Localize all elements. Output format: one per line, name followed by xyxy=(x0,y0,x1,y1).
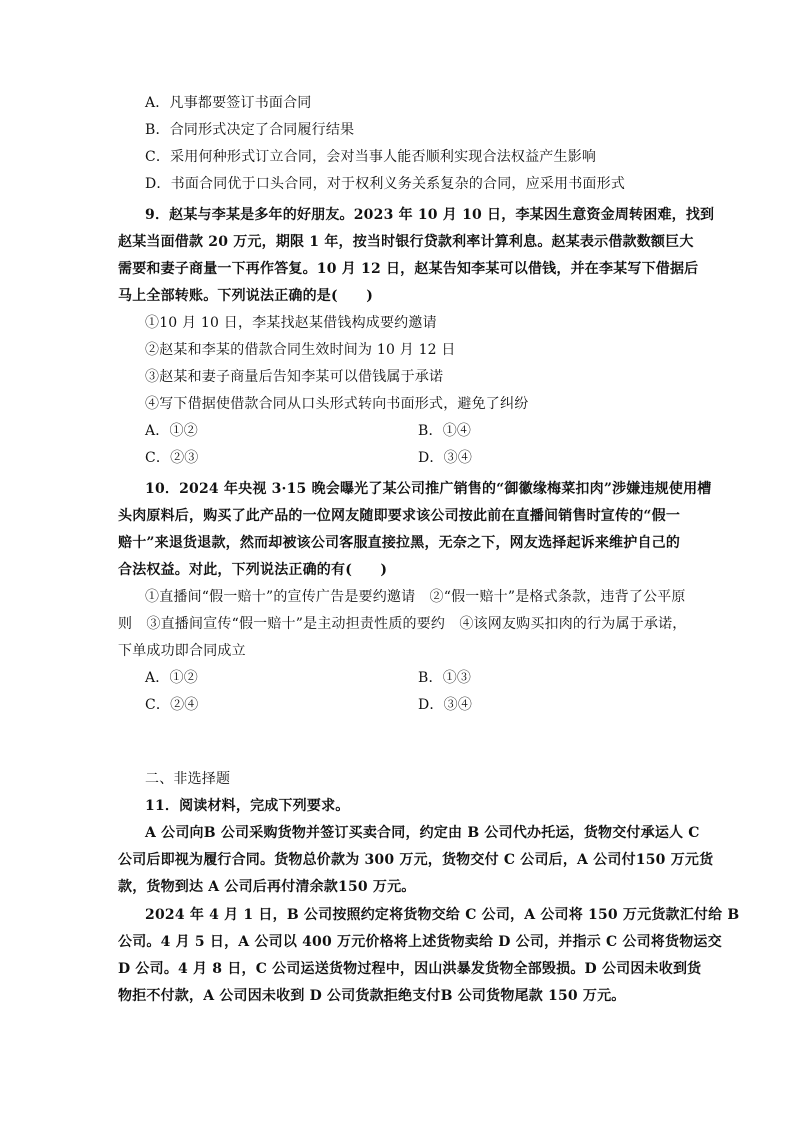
q10-stem-line-1: 10．2024 年央视 3·15 晚会曝光了某公司推广销售的“御徽缘梅菜扣肉”涉嫌违规使用槽 xyxy=(145,481,712,497)
q8-option-d: D．书面合同优于口头合同，对于权利义务关系复杂的合同，应采用书面形式 xyxy=(145,176,626,192)
q10-stem-line-3: 赔十”来退货退款，然而却被该公司客服直接拉黑，无奈之下，网友选择起诉来维护自己的 xyxy=(118,535,681,551)
q9-option-a: A．①② xyxy=(145,423,198,439)
q11-para2-line-3: D 公司。4 月 8 日，C 公司运送货物过程中，因山洪暴发货物全部毁损。D 公司因未收到货 xyxy=(118,961,702,977)
q8-option-a: A．凡事都要签订书面合同 xyxy=(145,95,312,111)
q9-statement-4: ④写下借据使借款合同从口头形式转向书面形式，避免了纠纷 xyxy=(145,396,529,412)
q10-option-a: A．①② xyxy=(145,670,198,686)
q9-option-c: C．②③ xyxy=(145,450,199,466)
q8-option-c: C．采用何种形式订立合同，会对当事人能否顺利实现合法权益产生影响 xyxy=(145,149,597,165)
q11-para2-line-1: 2024 年 4 月 1 日，B 公司按照约定将货物交给 C 公司，A 公司将 150 万元货款汇付给 B xyxy=(145,907,740,923)
q11-para2-line-4: 物拒不付款，A 公司因未收到 D 公司货款拒绝支付B 公司货物尾款 150 万元。 xyxy=(118,988,626,1004)
q11-para1-line-3: 款，货物到达 A 公司后再付清余款150 万元。 xyxy=(118,879,416,895)
q10-option-d: D．③④ xyxy=(418,697,473,713)
q10-option-c: C．②④ xyxy=(145,697,199,713)
q9-stem-line-1: 9．赵某与李某是多年的好朋友。2023 年 10 月 10 日，李某因生意资金周转困难，找到 xyxy=(145,207,715,223)
section-title: 二、非选择题 xyxy=(145,771,231,787)
q9-option-d: D．③④ xyxy=(418,450,473,466)
q8-option-b: B．合同形式决定了合同履行结果 xyxy=(145,122,355,138)
q9-stem-line-3: 需要和妻子商量一下再作答复。10 月 12 日，赵某告知李某可以借钱，并在李某写下借据后 xyxy=(118,261,699,277)
q11-para2-line-2: 公司。4 月 5 日，A 公司以 400 万元价格将上述货物卖给 D 公司，并指示 C 公司将货物运交 xyxy=(118,934,722,950)
q10-statement-line-1: ①直播间“假一赔十”的宣传广告是要约邀请 ②“假一赔十”是格式条款，违背了公平原 xyxy=(145,589,686,605)
q10-stem-line-2: 头肉原料后，购买了此产品的一位网友随即要求该公司按此前在直播间销售时宣传的“假一 xyxy=(118,508,681,524)
q10-stem-line-4: 合法权益。对此，下列说法正确的有( ) xyxy=(118,562,388,578)
q10-statement-line-2: 则 ③直播间宣传“假一赔十”是主动担责性质的要约 ④该网友购买扣肉的行为属于承诺， xyxy=(118,616,687,632)
q9-statement-1: ①10 月 10 日，李某找赵某借钱构成要约邀请 xyxy=(145,315,437,331)
q9-stem-line-4: 马上全部转账。下列说法正确的是( ) xyxy=(118,288,374,304)
q9-option-b: B．①④ xyxy=(418,423,472,439)
q9-stem-line-2: 赵某当面借款 20 万元，期限 1 年，按当时银行贷款利率计算利息。赵某表示借款数额巨大 xyxy=(118,234,694,250)
q10-statement-line-3: 下单成功即合同成立 xyxy=(118,643,246,659)
q10-option-b: B．①③ xyxy=(418,670,472,686)
q11-para1-line-2: 公司后即视为履行合同。货物总价款为 300 万元，货物交付 C 公司后，A 公司付150 万元货 xyxy=(118,852,714,868)
q11-para1-line-1: A 公司向B 公司采购货物并签订买卖合同，约定由 B 公司代办托运，货物交付承运人 C xyxy=(145,825,700,841)
q9-statement-3: ③赵某和妻子商量后告知李某可以借钱属于承诺 xyxy=(145,369,444,385)
q9-statement-2: ②赵某和李某的借款合同生效时间为 10 月 12 日 xyxy=(145,342,456,358)
q11-intro: 11．阅读材料，完成下列要求。 xyxy=(145,798,350,814)
